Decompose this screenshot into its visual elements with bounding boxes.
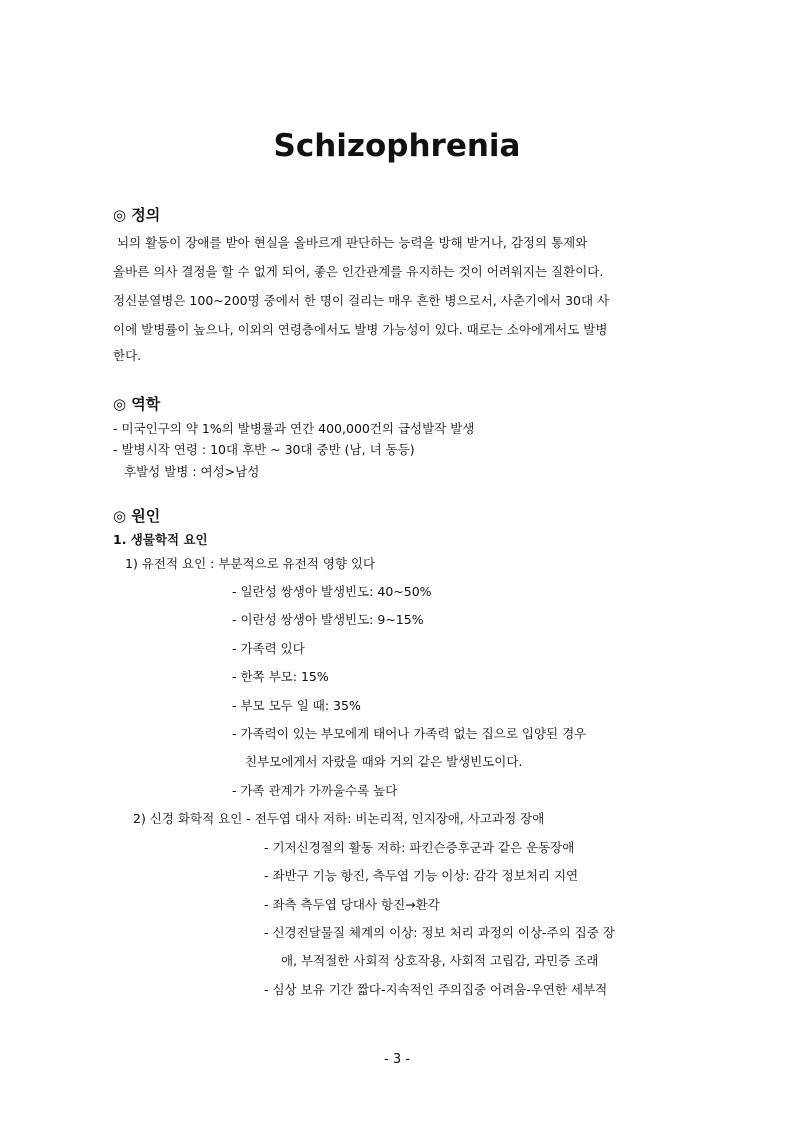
genetic-item: - 가족력 있다 [232,641,305,656]
definition-line: 이에 발병률이 높으나, 이외의 연령층에서도 발병 가능성이 있다. 때로는 소아에게서도 발병 [113,322,608,337]
neurochemical-item: - 좌반구 기능 항진, 측두엽 기능 이상: 감각 정보처리 지연 [264,868,579,883]
genetic-item: - 한쪽 부모: 15% [232,669,329,684]
genetic-item: - 이란성 쌍생아 발생빈도: 9~15% [232,612,424,627]
definition-line: 정신분열병은 100~200명 중에서 한 명이 걸리는 매우 흔한 병으로서, 사춘기에서 30대 사 [113,293,610,308]
causes-subheading-biological: 1. 생물학적 요인 [113,532,208,547]
section-heading-epidemiology: ◎ 역학 [113,395,161,413]
genetic-item: - 부모 모두 일 때: 35% [232,698,361,713]
neurochemical-item: - 좌측 측두엽 당대사 항진→환각 [264,897,440,912]
genetic-item: - 가족 관계가 가까울수록 높다 [232,783,398,798]
genetic-factors-title: 1) 유전적 요인 : 부분적으로 유전적 영향 있다 [125,556,376,571]
page-number: - 3 - [384,1052,410,1067]
neurochemical-item: - 신경전달물질 체계의 이상: 정보 처리 과정의 이상-주의 집중 장 [264,925,615,940]
section-heading-definition: ◎ 정의 [113,206,161,224]
neurochemical-item: 애, 부적절한 사회적 상호작용, 사회적 고립감, 과민증 조래 [281,953,599,968]
genetic-item: - 가족력이 있는 부모에게 태어나 가족력 없는 집으로 입양된 경우 [232,726,587,741]
section-heading-causes: ◎ 원인 [113,507,161,525]
document-title: Schizophrenia [273,128,521,164]
neurochemical-item: - 심상 보유 기간 짧다-지속적인 주의집중 어려움-우연한 세부적 [264,982,608,997]
definition-line: 한다. [113,348,142,363]
neurochemical-item: - 기저신경절의 활동 저하: 파킨슨증후군과 같은 운동장애 [264,840,575,855]
neurochemical-factors-title: 2) 신경 화학적 요인 - 전두엽 대사 저하: 비논리적, 인지장애, 사고과정 장애 [133,811,545,826]
epidemiology-line: - 발병시작 연령 : 10대 후반 ~ 30대 중반 (남, 녀 동등) [113,442,415,457]
genetic-item: - 일란성 쌍생아 발생빈도: 40~50% [232,584,432,599]
epidemiology-line: - 미국인구의 약 1%의 발병률과 연간 400,000건의 급성발작 발생 [113,421,475,436]
genetic-item: 친부모에게서 자랐을 때와 거의 같은 발생빈도이다. [245,754,523,769]
definition-line: 뇌의 활동이 장애를 받아 현실을 올바르게 판단하는 능력을 방해 받거나, 감정의 통제와 [113,235,588,250]
epidemiology-line: 후발성 발병 : 여성>남성 [124,464,260,479]
definition-line: 올바른 의사 결정을 할 수 없게 되어, 좋은 인간관계를 유지하는 것이 어려워지는 질환이다. [113,264,604,279]
